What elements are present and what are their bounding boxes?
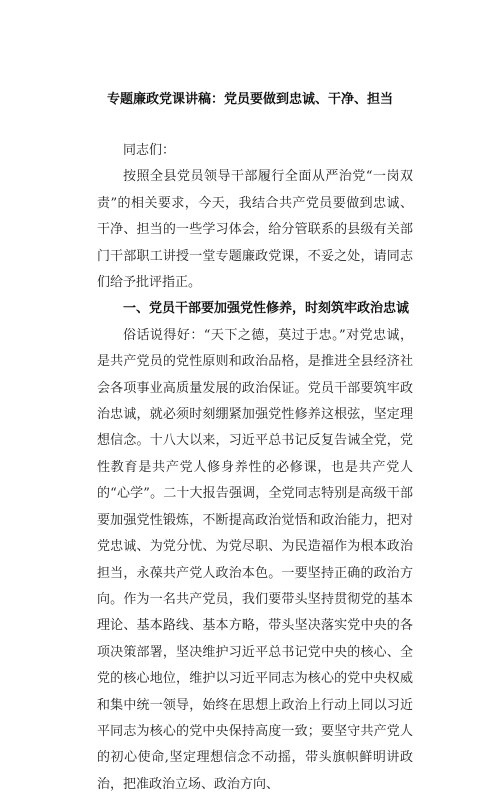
document-body xyxy=(97,138,413,798)
section-heading: 一、党员干部要加强党性修养，时刻筑牢政治忠诚 xyxy=(123,301,410,317)
document-title: 专题廉政党课讲稿：党员要做到忠诚、干净、担当 xyxy=(106,92,393,107)
section-paragraph: 俗话说得好：“天下之德，莫过于忠。”对党忠诚，是共产党员的党性原则和政治品格，是推进全县经济社会各项事业高质量发展的政治保证。党员干部要筑牢政治忠诚，就必须时刻绷紧加强党性修养这根弦，坚定理想信念。十八大以来，习近平总书记反复告诫全党，党性教育是共产党人修身养性的必修课，也是共产党人的“心学”。二十大报告强调，全党同志特别是高级干部要加强党性锻炼，不断提高政治觉悟和政治能力，把对党忠诚、为党分忧、为党尽职、为民造福作为根本政治担当，永葆共产党人政治本色。一要坚持正确的政治方向。作为一名共产党员，我们要带头坚持贯彻党的基本理论、基本路线、基本方略，带头坚决落实党中央的各项决策部署，坚决维护习近平总书记党中央的核心、全党的核心地位，维护以习近平同志为核心的党中央权威和集中统一领导，始终在思想上政治上行动上同以习近平同志为核心的党中央保持高度一致；要坚守共产党人的初心使命,坚定理想信念不动摇，带头旗帜鲜明讲政治，把准政治立场、政治方向、 xyxy=(97,327,413,792)
salutation: 同志们： xyxy=(123,143,176,158)
intro-paragraph: 按照全县党员领导干部履行全面从严治党“一岗双责”的相关要求，今天，我结合共产党员要做到忠诚、干净、担当的一些学习体会，给分管联系的县级有关部门干部职工讲授一堂专题廉政党课，不妥之处，请同志们给予批评指正。 xyxy=(97,169,413,291)
